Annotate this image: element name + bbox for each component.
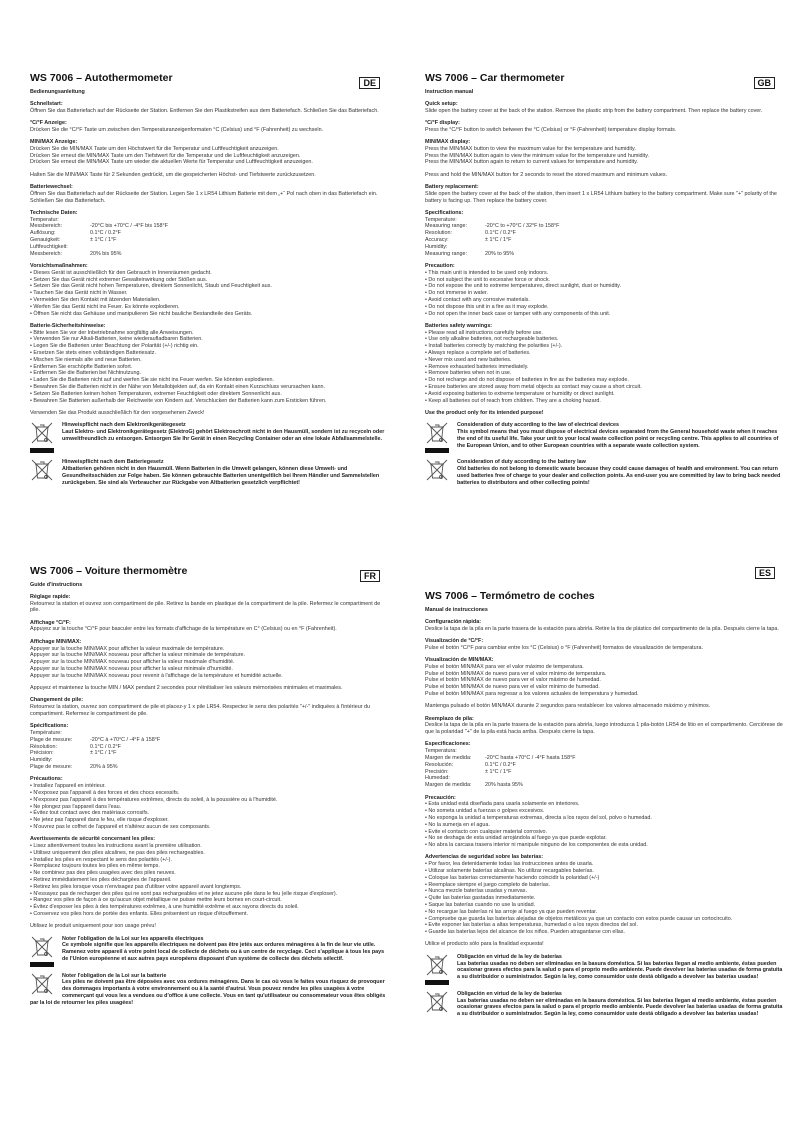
text-line: • Do not subject the unit to excessive force or shock.	[425, 276, 551, 283]
text-line: • Entfernen Sie die Batterien bei Nichtnutzung.	[30, 370, 141, 377]
text-line: • Do not dispose this unit in a fire as it may explode.	[425, 303, 549, 310]
spec-label: Humidity:	[30, 757, 53, 764]
spec-label: Accuracy:	[425, 237, 449, 244]
spec-label: Temperatura:	[425, 748, 457, 755]
text-line: • Never mix used and new batteries.	[425, 356, 512, 363]
content-block	[425, 410, 785, 417]
spec-value: 20% bis 95%	[90, 250, 122, 257]
content-block	[30, 120, 390, 134]
text-line: • Bewahren Sie die Batterien nicht in der Nähe von Metallobjekten auf, da ein Kontakt einen Kurzschluss verursachen kann.	[30, 383, 325, 390]
text-line: Slide open the battery cover at the back of the station. Remove the plastic strip from the battery compartment. Then replace the battery cover.	[425, 107, 763, 114]
text-line: • Ne combinez pas des piles usagées avec des piles neuves.	[30, 870, 176, 877]
text-line: • Tauchen Sie das Gerät nicht in Wasser.	[30, 290, 128, 297]
note-text: Utilice el producto sólo para la finalidad expuesta!	[425, 941, 544, 948]
text-line: Appuyez sur la touche °C/°F pour basculer entre les formats d'affichage de la température en C° (Celsius) ou en °F (Fahrenheit).	[30, 626, 337, 633]
section-heading: Précautions:	[30, 776, 63, 783]
spec-value: 20% to 95%	[485, 250, 515, 257]
text-line: • Avoid exposing batteries to extreme temperature or humidity or direct sunlight.	[425, 390, 615, 397]
spec-row	[30, 223, 390, 230]
notice-body: Las baterías usadas no deben ser eliminadas en la basura doméstica. Si las baterías llegan al medio ambiente, éstas pueden ocasionar graves efectos para la salud o para el proprio medio ambiente. Puede devolver las baterías usadas de forma gratuita a su distribuidor o suministrador. Según la ley, como consumidor uste destá obligado a devolver las baterías usadas!	[457, 997, 783, 1018]
spec-label: Messbereich:	[30, 223, 63, 230]
crossed-bin-icon	[425, 422, 451, 453]
spec-row	[30, 237, 390, 244]
text-line: • Setzen Sie das Gerät nicht extremer Gewalteinwirkung oder Stößen aus.	[30, 276, 208, 283]
text-line: • Retirez immédiatement les piles déchargées de l'appareil.	[30, 876, 172, 883]
spec-label: Humidity:	[425, 243, 448, 250]
text-line: • Compruebe que guarda las baterías alejadas de objetos metálicos ya que un contacto con estos puede causar un cortocircuito.	[425, 915, 733, 922]
text-line: • Coloque las baterías correctamente haciendo coincidir la polaridad (+/-)	[425, 874, 600, 881]
page-title: WS 7006 – Car thermometer	[425, 72, 565, 84]
content-block	[30, 685, 390, 692]
section-heading: Spécifications:	[30, 723, 69, 730]
spec-row	[425, 244, 785, 251]
section-heading: Precaución:	[425, 794, 456, 801]
text-line: • Reemplace siempre el juego completo de baterías.	[425, 881, 551, 888]
text-line: • Avoid contact with any corrosive materials.	[425, 296, 530, 303]
text-line: • Do not recharge and do not dispose of batteries in fire as the batteries may explode.	[425, 377, 629, 384]
manual-subtitle: Bedienungsanleitung	[30, 89, 85, 95]
text-line: • Conservez vos piles hors de portée des enfants. Elles présentent un risque d'étouffement.	[30, 910, 248, 917]
text-line: Pulse el botón MIN/MAX para ver el valor máximo de temperatura.	[425, 663, 584, 670]
text-line: Appuyer sur la touche MIN/MAX nouveau pour afficher la valeur minimale de température.	[30, 652, 246, 659]
notice-heading: Obligación en virtud de la ley de baterías	[457, 990, 562, 997]
spec-label: Résolution:	[30, 743, 57, 750]
text-line: • Rangez vos piles de façon à ce qu'aucun objet métallique ne puisse mettre leurs bornes en court-circuit.	[30, 897, 282, 904]
text-line: Pulse el botón °C/°F para cambiar entre los °C (Celsius) o °F (Fahrenheit) formatos de visualización de temperatura.	[425, 644, 703, 651]
text-line: • Ersetzen Sie stets einen vollständigen Batteriesatz.	[30, 350, 156, 356]
content-block	[30, 923, 390, 930]
section-heading: Affichage MIN/MAX:	[30, 638, 82, 645]
spec-row	[30, 244, 390, 251]
content-block	[30, 594, 390, 614]
spec-row	[425, 775, 785, 782]
section-de	[30, 72, 390, 492]
disposal-notice	[425, 459, 785, 486]
text-line: Drücken Sie die MIN/MAX Taste um den Höchstwert für die Temperatur und Luftfeuchtigkeit anzuzeigen.	[30, 145, 279, 152]
text-line: Press the MIN/MAX button to view the maximum value for the temperature and humidity.	[425, 145, 636, 152]
notice-heading: Consideration of duty according to the battery law	[457, 459, 586, 466]
disposal-notice	[30, 459, 390, 486]
notice-body: Laut Elektro- und Elektronikgerätegesetz (ElektroG) gehört Elektroschrott nicht in den Hausmüll, sondern ist zu recyceln oder umweltfreundlich zu entsorgen. Entsorgen Sie Ihr Gerät in einen Recycling Container oder an eine lokale Abfallsammelstelle.	[62, 428, 385, 442]
spec-row	[425, 748, 785, 755]
text-line: • Guarde las baterías lejos del alcance de los niños. Pueden atragantarse con ellas.	[425, 929, 625, 936]
content-block	[30, 697, 390, 717]
text-line: Retournez la station et ouvrez son compartiment de pile. Retirez la bande en plastique de la compartiment de la pile. Refermez le compartiment de pile.	[30, 600, 381, 614]
text-line: Appuyer sur la touche MIN/MAX nouveau pour afficher la valeur maximale d'humidité.	[30, 659, 235, 666]
content-block	[30, 184, 390, 204]
crossed-bin-icon	[30, 422, 56, 453]
text-line: • Werfen Sie das Gerät nicht ins Feuer. Es könnte explodieren.	[30, 303, 180, 310]
content-block	[30, 776, 390, 830]
spec-row	[30, 230, 390, 237]
spec-row	[30, 750, 390, 757]
text-line: Deslice la tapa de la pila en la parte trasera de la estación para abrirla. Retire la tira de plástico del compartimento de la pila. Después cierre la tapa.	[425, 625, 779, 632]
note-text: Verwenden Sie das Produkt ausschließlich für den vorgesehenen Zweck!	[30, 409, 205, 416]
text-line: • Setzen Sie das Gerät nicht hohen Temperaturen, direktem Sonnenlicht, Staub und Feuchtigkeit aus.	[30, 283, 272, 290]
spec-value: 0.1°C / 0.2°F	[90, 743, 121, 750]
spec-row	[30, 744, 390, 751]
content-block	[425, 638, 785, 652]
spec-label: Margen de medida:	[425, 755, 472, 762]
section-heading: Avertissements de sécurité concernant les piles:	[30, 836, 156, 843]
spec-label: Auflösung:	[30, 230, 56, 237]
separate-collection-bar	[425, 448, 449, 453]
spec-label: Margen de medida:	[425, 782, 472, 789]
separate-collection-bar	[425, 980, 449, 985]
text-line: • Por favor, lea detenidamente todas las instrucciones antes de usarla.	[425, 861, 594, 868]
spec-label: Luftfeuchtigkeit:	[30, 243, 68, 250]
spec-row	[425, 230, 785, 237]
spec-row	[30, 217, 390, 224]
manual-subtitle: Manual de instrucciones	[425, 607, 488, 613]
text-line: • Évitez d'exposer les piles à des températures extrêmes, à une humidité extrême et aux rayons directs du soleil.	[30, 904, 299, 911]
text-line: • Verwenden Sie nur Alkali-Batterien, keine wiederaufladbaren Batterien.	[30, 336, 203, 343]
text-line: • Do not open the inner back case or tamper with any components of this unit.	[425, 310, 611, 317]
notice-body: Ce symbole signifie que les appareils électriques ne doivent pas être jetés aux ordures ménagères à la fin de leur vie utile. Ramenez votre appareil à votre point local de collecte de déchets ou à un centre de recyclage. Ceci s'applique à tous les pays de l'Union européenne et aux autres pays européens disposant d'un système de collecte des déchets sélectif.	[62, 942, 385, 962]
section-heading: Quick setup:	[425, 100, 458, 107]
content-block	[425, 210, 785, 258]
manual-subtitle: Guide d'instructions	[30, 582, 83, 588]
text-line: • Évitez tout contact avec des matériaux corrosifs.	[30, 810, 150, 817]
text-line: Appuyer sur la touche MIN/MAX nouveau pour afficher la valeur minimale d'humidité.	[30, 665, 233, 672]
spec-label: Plage de mesure:	[30, 736, 73, 743]
spec-row	[425, 251, 785, 258]
text-line: • Installez les piles en respectant le sens des polarités (+/-).	[30, 856, 172, 863]
text-line: • N'ouvrez pas le coffret de l'appareil et n'altérez aucun de ses composants.	[30, 823, 211, 830]
text-line: Drücken Sie erneut die MIN/MAX Taste um den Tiefstwert für die Temperatur und die Luftfeuchtigkeit anzuzeigen.	[30, 152, 301, 159]
text-line: • No someta unidad a fuerzas o golpes excesivos.	[425, 808, 545, 815]
section-heading: Advertencias de seguridad sobre las baterías:	[425, 854, 544, 861]
notice-body: Las baterías usadas no deben ser eliminadas en la basura doméstica. Si las baterías llegan al medio ambiente, éstas pueden ocasionar graves efectos para la salud o para el proprio medio ambiente. Puede devolver las baterías usadas de forma gratuita a su distribuidor o suministrador. Según la ley, como consumidor uste destá obligado a devolver las baterías usadas!	[457, 960, 783, 981]
spec-value: 20% hasta 95%	[485, 782, 523, 789]
crossed-bin-icon	[30, 936, 56, 967]
crossed-bin-icon	[425, 991, 451, 1013]
note-text: Halten Sie die MIN/MAX Taste für 2 Sekunden gedrückt, um die gespeicherten Höchst- und Tiefstwerte zurückzusetzen.	[30, 171, 316, 178]
text-line: • Esta unidad está diseñada para usarla solamente en interiores.	[425, 801, 580, 808]
text-line: • No exponga la unidad a temperaturas extremas, directa a los rayos del sol, polvo o humedad.	[425, 814, 652, 821]
section-heading: Especificaciones:	[425, 741, 471, 748]
content-block	[30, 410, 390, 417]
content-block	[425, 716, 785, 736]
crossed-bin-icon	[425, 954, 451, 985]
content-block	[425, 854, 785, 936]
notice-heading: Consideration of duty according to the law of electrical devices	[457, 422, 620, 429]
content-block	[425, 101, 785, 115]
content-block	[425, 703, 785, 710]
text-line: • Install batteries correctly by matching the polarities (+/-).	[425, 343, 563, 350]
text-line: • Nunca mezcle baterías usadas y nuevas.	[425, 888, 527, 895]
text-line: • Legen Sie die Batterien unter Beachtung der Polarität (+/-) richtig ein.	[30, 343, 199, 350]
text-line: Appuyer sur la touche MIN/MAX pour afficher la valeur maximale de température.	[30, 645, 225, 652]
text-line: • No recargue las baterías ni las arroje al fuego ya que pueden reventar.	[425, 908, 598, 915]
section-heading: MIN/MAX Anzeige:	[30, 138, 78, 145]
spec-value: 0.1°C / 0.2°F	[485, 761, 516, 768]
text-line: Öffnen Sie das Batteriefach auf der Rückseite der Station. Entfernen Sie den Plastikstreifen aus dem Batteriefach. Schließen Sie das Batteriefach.	[30, 107, 379, 114]
text-line: • Ne jetez pas l'appareil dans le feu, elle risque d'exploser.	[30, 817, 169, 824]
notice-heading: Noter l'obligation de la Loi sur les appareils électriques	[62, 935, 204, 942]
text-line: Pulse el botón MIN/MAX para regresar a los valores actuales de temperatura y humedad.	[425, 690, 639, 697]
spec-value: -20°C à +70°C / -4°F à 158°F	[90, 736, 161, 743]
text-line: • No la sumerja en el agua.	[425, 821, 490, 828]
text-line: • Installez l'appareil en intérieur.	[30, 783, 106, 790]
text-line: Press the °C/°F button to switch between the °C (Celsius) or °F (Fahrenheit) temperature display formats.	[425, 126, 677, 133]
spec-value: 0.1°C / 0.2°F	[485, 230, 516, 237]
notice-heading: Noter l'obligation de la Loi sur la batterie	[62, 972, 167, 979]
text-line: • Evite exponer las baterías a altas temperaturas, humedad o a los rayos directos del sol.	[425, 922, 638, 929]
manual-subtitle: Instruction manual	[425, 89, 474, 95]
disposal-notice	[425, 991, 785, 1018]
disposal-notice	[425, 422, 785, 453]
text-line: • N'essayez pas de recharger des piles qui ne sont pas rechargeables et ne jetez aucune pile dans le feu (elle risque d'exploser).	[30, 890, 338, 897]
language-badge: DE	[359, 77, 380, 89]
page-title: WS 7006 – Termómetro de coches	[425, 590, 595, 602]
text-line: Pulse el botón MIN/MAX de nuevo para ver el valor mínimo de temperatura.	[425, 670, 607, 677]
section-heading: Réglage rapide:	[30, 593, 71, 600]
notice-body: This symbol means that you must dispose of electrical devices separated from the General household waste when it reaches the end of its useful life. Take your unit to your local waste collection point or recycling centre. This applies to all countries of the European Union, and to other European countries with a separate waste collection system.	[457, 428, 779, 449]
text-line: • Do not expose the unit to extreme temperatures, direct sunlight, dust or humidity.	[425, 283, 621, 290]
content-block	[425, 263, 785, 317]
content-block	[425, 139, 785, 166]
content-block	[30, 210, 390, 258]
text-line: • Utilizar solamente baterías alcalinas. No utilizar recargables baterías.	[425, 868, 594, 874]
notice-body: Les piles ne doivent pas être déposées avec vos ordures ménagères. Dans le cas où vous le faites vous risquez de provoquer des dommages importants à votre environnement ou à la santé d'autrui. Vous pouvez rendre les piles usagées à votre commerçant qui vous les a vendues ou d'office à une collecte. Vous en tant qu'utilisateur ou consommateur vous êtes obligés par la loi de retourner les piles usagées!	[30, 979, 386, 1006]
spec-label: Measuring range:	[425, 223, 467, 230]
crossed-bin-icon	[425, 459, 451, 481]
text-line: Deslice la tapa de la pila en la parte trasera de la estación para abrirla, luego introduzca 1 pila-botón LR54 de litio en el compartimento. Cerciórese de que la polaridad "+" de la pila está hacia arriba. Después cierre la tapa.	[425, 722, 783, 736]
spec-row	[30, 737, 390, 744]
spec-label: Température:	[30, 730, 62, 737]
text-line: Pulse el botón MIN/MAX de nuevo para ver el valor mínimo de humedad.	[425, 684, 600, 691]
text-line: • Laden Sie die Batterien nicht auf und werfen Sie sie nicht ins Feuer werfen. Sie könnten explodieren.	[30, 377, 275, 384]
section-heading: Schnellstart:	[30, 100, 63, 107]
text-line: • Quite las baterías gastadas inmediatamente.	[425, 895, 536, 902]
spec-row	[425, 237, 785, 244]
crossed-bin-icon	[30, 973, 56, 995]
section-heading: Changement de pile:	[30, 697, 84, 704]
text-line: • Evite el contacto con cualquier material corrosivo.	[425, 828, 548, 835]
section-heading: °C/°F Anzeige:	[30, 119, 67, 126]
text-line: • This main unit is intended to be used only indoors.	[425, 269, 549, 276]
content-block	[425, 172, 785, 179]
section-heading: Batterie-Sicherheitshinweise:	[30, 322, 106, 329]
content-block	[30, 172, 390, 179]
content-block	[425, 795, 785, 849]
page-title: WS 7006 – Autothermometer	[30, 72, 173, 84]
text-line: • Always replace a complete set of batteries.	[425, 350, 531, 356]
section-gb	[425, 72, 785, 492]
text-line: • Utilisez uniquement des piles alcalines, ne pas des piles rechargeables.	[30, 849, 205, 856]
text-line: Drücken Sie die °C/°F Taste um zwischen den Temperaturanzeigenformaten °C (Celsius) und °F (Fahrenheit) zu wechseln.	[30, 126, 324, 133]
notice-heading: Hinweispflicht nach dem Elektronikgerätegesetz	[62, 422, 186, 429]
text-line: • Setzen Sie Batterien keinen hohen Temperaturen, extremer Feuchtigkeit oder direktem Sonnenlicht aus.	[30, 390, 282, 397]
section-heading: °C/°F display:	[425, 119, 460, 126]
disposal-notice	[30, 422, 390, 453]
text-line: Press the MIN/MAX button again to return to current values for temperature and humidity.	[425, 159, 638, 166]
separate-collection-bar	[30, 448, 54, 453]
disposal-notice	[30, 936, 390, 967]
content-block	[30, 263, 390, 317]
content-block	[425, 741, 785, 789]
content-block	[425, 619, 785, 633]
text-line: • Please read all instructions carefully before use.	[425, 329, 543, 336]
spec-value: -20°C hasta +70°C / -4°F hasta 158°F	[485, 755, 576, 762]
text-line: • N'exposez pas l'appareil à des températures extrêmes, directs du soleil, à la poussière ou à l'humidité.	[30, 796, 278, 803]
content-block	[425, 120, 785, 134]
section-es	[425, 568, 785, 1024]
text-line: Slide open the battery cover at the back of the station, then insert 1 x LR54 Lithium battery to the battery compartment. Make sure "+" polarity of the battery is facing up. Then replace the battery cover.	[425, 190, 777, 204]
spec-label: Humedad:	[425, 775, 450, 782]
spec-row	[425, 762, 785, 769]
disposal-notice	[30, 973, 390, 1007]
note-text: Appuyez et maintenez la touche MIN / MAX pendant 2 secondes pour réinitialiser les valeurs mémorisées minimales et maximales.	[30, 685, 343, 692]
content-block	[30, 723, 390, 771]
text-line: • Mischen Sie niemals alte und neue Batterien.	[30, 356, 142, 363]
spec-row	[30, 730, 390, 737]
spec-label: Temperature:	[425, 216, 457, 223]
text-line: • Do not immerse in water.	[425, 290, 489, 297]
notice-heading: Obligación en virtud de la ley de baterías	[457, 953, 562, 960]
spec-row	[30, 251, 390, 258]
spec-value: ± 1°C / 1°F	[90, 750, 117, 757]
section-heading: Battery replacement:	[425, 183, 479, 190]
spec-label: Précision:	[30, 750, 54, 757]
text-line: • Remove exhausted batteries immediately.	[425, 363, 529, 370]
disposal-notice	[425, 954, 785, 985]
text-line: • Retirez les piles lorsque vous n'envisagez pas d'utiliser votre appareil avant longtemps.	[30, 883, 242, 890]
notice-heading: Hinweispflicht nach dem Batteriegesetz	[62, 459, 164, 466]
text-line: Öffnen Sie das Batteriefach auf der Rückseite der Station. Legen Sie 1 x LR54 Lithium Batterie mit dem „+“ Pol nach oben in das Batteriefach ein. Schließen Sie das Batteriefach.	[30, 190, 378, 204]
page-title: WS 7006 – Voiture thermomètre	[30, 565, 188, 577]
spec-label: Precisión:	[425, 768, 449, 775]
text-line: • Bitte lesen Sie vor der Inbetriebnahme sorgfältig alle Anweisungen.	[30, 329, 194, 336]
section-fr	[30, 565, 390, 1013]
spec-value: 20% à 95%	[90, 764, 118, 771]
spec-label: Resolution:	[425, 230, 452, 237]
content-block	[30, 836, 390, 918]
spec-value: 0.1°C / 0.2°F	[90, 230, 121, 237]
text-line: Press the MIN/MAX button again to view the minimum value for the temperature und humidity.	[425, 152, 650, 159]
text-line: • Ensure batteries are stored away from metal objects as contact may cause a short circuit.	[425, 383, 642, 390]
crossed-bin-icon	[30, 459, 56, 481]
section-heading: Batteriewechsel:	[30, 183, 73, 190]
content-block	[425, 941, 785, 948]
text-line: • Ne plongez pas l'appareil dans l'eau.	[30, 803, 122, 810]
spec-row	[425, 755, 785, 762]
spec-value: ± 1°C / 1°F	[90, 237, 117, 244]
content-block	[425, 323, 785, 405]
section-heading: MIN/MAX display:	[425, 138, 471, 145]
spec-row	[425, 223, 785, 230]
content-block	[30, 323, 390, 405]
text-line: Appuyer sur la touche MIN/MAX nouveau pour revenir à l'affichage de la température et humidité actuelle.	[30, 672, 283, 679]
text-line: • No se deshaga de esta unidad arrojándola al fuego ya que puede explotar.	[425, 835, 607, 842]
section-heading: Affichage °C/°F:	[30, 619, 71, 626]
spec-value: ± 1°C / 1°F	[485, 768, 512, 775]
spec-row	[30, 757, 390, 764]
notice-body: Altbatterien gehören nicht in den Hausmüll. Wenn Batterien in die Umwelt gelangen, können diese Umwelt- und Gesundheitsschäden zur Folge haben. Sie können gebrauchte Batterien unentgeltlich bei Ihrem Händler und Sammelstellen zurückgeben. Sie sind als Verbraucher zur Rückgabe von Altbatterien gesetzlich verpflichtet!	[62, 465, 380, 486]
spec-row	[425, 217, 785, 224]
spec-label: Genauigkeit:	[30, 237, 61, 244]
language-badge: GB	[754, 77, 776, 89]
section-heading: Technische Daten:	[30, 209, 78, 216]
section-heading: Visualización de °C/°F:	[425, 637, 484, 644]
content-block	[30, 639, 390, 680]
section-heading: Reemplazo de pila:	[425, 715, 474, 722]
section-heading: Batteries safety warnings:	[425, 322, 493, 329]
text-line: • Use only alkaline batteries, not rechargeable batteries.	[425, 336, 559, 343]
text-line: • Bewahren Sie Batterien außerhalb der Reichweite von Kindern auf. Verschlucken der Batterien kann zum Ersticken führen.	[30, 397, 327, 404]
section-heading: Precaution:	[425, 262, 455, 269]
note-text: Press and hold the MIN/MAX button for 2 seconds to reset the stored maximum and minimum values.	[425, 171, 668, 178]
section-heading: Configuración rápida:	[425, 618, 482, 625]
text-line: Drücken Sie erneut die MIN/MAX Taste um wieder die aktuellen Werte für Temperatur und Luftfeuchtigkeit anzuzeigen.	[30, 159, 313, 166]
text-line: Pulse el botón MIN/MAX de nuevo para ver el valor máximo de humedad.	[425, 677, 601, 684]
spec-label: Messbereich:	[30, 250, 63, 257]
note-text: Mantenga pulsado el botón MIN/MAX durante 2 segundos para restablecer los valores almacenado máximo y mínimos.	[425, 703, 711, 710]
section-heading: Vorsichtsmaßnahmen:	[30, 262, 88, 269]
text-line: • Lisez attentivement toutes les instructions avant la première utilisation.	[30, 843, 202, 849]
language-badge: FR	[360, 570, 380, 582]
text-line: • Remplacez toujours toutes les piles en même temps.	[30, 863, 160, 870]
spec-row	[30, 764, 390, 771]
language-badge: ES	[755, 567, 775, 579]
spec-label: Measuring range:	[425, 250, 467, 257]
text-line: • N'exposez pas l'appareil à des forces et des chocs excessifs.	[30, 789, 180, 796]
note-text: Utilisez le produit uniquement pour son usage prévu!	[30, 923, 156, 930]
content-block	[425, 657, 785, 698]
text-line: • Entfernen Sie erschöpfte Batterien sofort.	[30, 363, 133, 370]
content-block	[30, 101, 390, 115]
text-line: Retournez la station, ouvrez son compartiment de pile et placez-y 1 x pile LR54. Respectez le sens des polarités "+/-" indiquées à l'intérieur du compartiment. Refermez le compartiment de pile.	[30, 704, 371, 717]
content-block	[425, 184, 785, 204]
spec-label: Temperatur:	[30, 216, 59, 223]
content-block	[30, 620, 390, 634]
separate-collection-bar	[30, 962, 54, 967]
text-line: • Remove batteries when not in use.	[425, 370, 512, 377]
note-text: Use the product only for its intended purpose!	[425, 409, 544, 416]
spec-value: ± 1°C / 1°F	[485, 237, 512, 244]
spec-value: -20°C to +70°C / 32°F to 158°F	[485, 223, 560, 230]
section-heading: Visualización de MIN/MAX:	[425, 656, 494, 663]
text-line: • Vermeiden Sie den Kontakt mit ätzenden Materialien.	[30, 296, 161, 303]
text-line: • Saque las baterías cuando no use la unidad.	[425, 901, 536, 908]
spec-label: Plage de mesure:	[30, 764, 73, 771]
spec-row	[425, 782, 785, 789]
text-line: • Keep all batteries out of reach from children. They are a choking hazard.	[425, 397, 601, 404]
notice-body: Old batteries do not belong to domestic waste because they could cause damages of health and environment. You can return used batteries free of charge to your dealer and collection points. As end-user you are committed by law to bring back needed batteries to distributors and other collecting points!	[457, 465, 781, 486]
content-block	[30, 139, 390, 166]
text-line: • No abra la carcasa trasera interior ni manipule ninguno de los componentes de esta unidad.	[425, 842, 648, 849]
spec-value: -20°C bis +70°C / -4°F bis 158°F	[90, 223, 168, 230]
text-line: • Öffnen Sie nicht das Gehäuse und manipulieren Sie nicht bauliche Bestandteile des Geräts.	[30, 310, 253, 317]
section-heading: Specifications:	[425, 209, 464, 216]
spec-label: Resolución:	[425, 761, 454, 768]
spec-row	[425, 769, 785, 776]
text-line: • Dieses Gerät ist ausschließlich für den Gebrauch in Innenräumen gedacht.	[30, 269, 212, 276]
